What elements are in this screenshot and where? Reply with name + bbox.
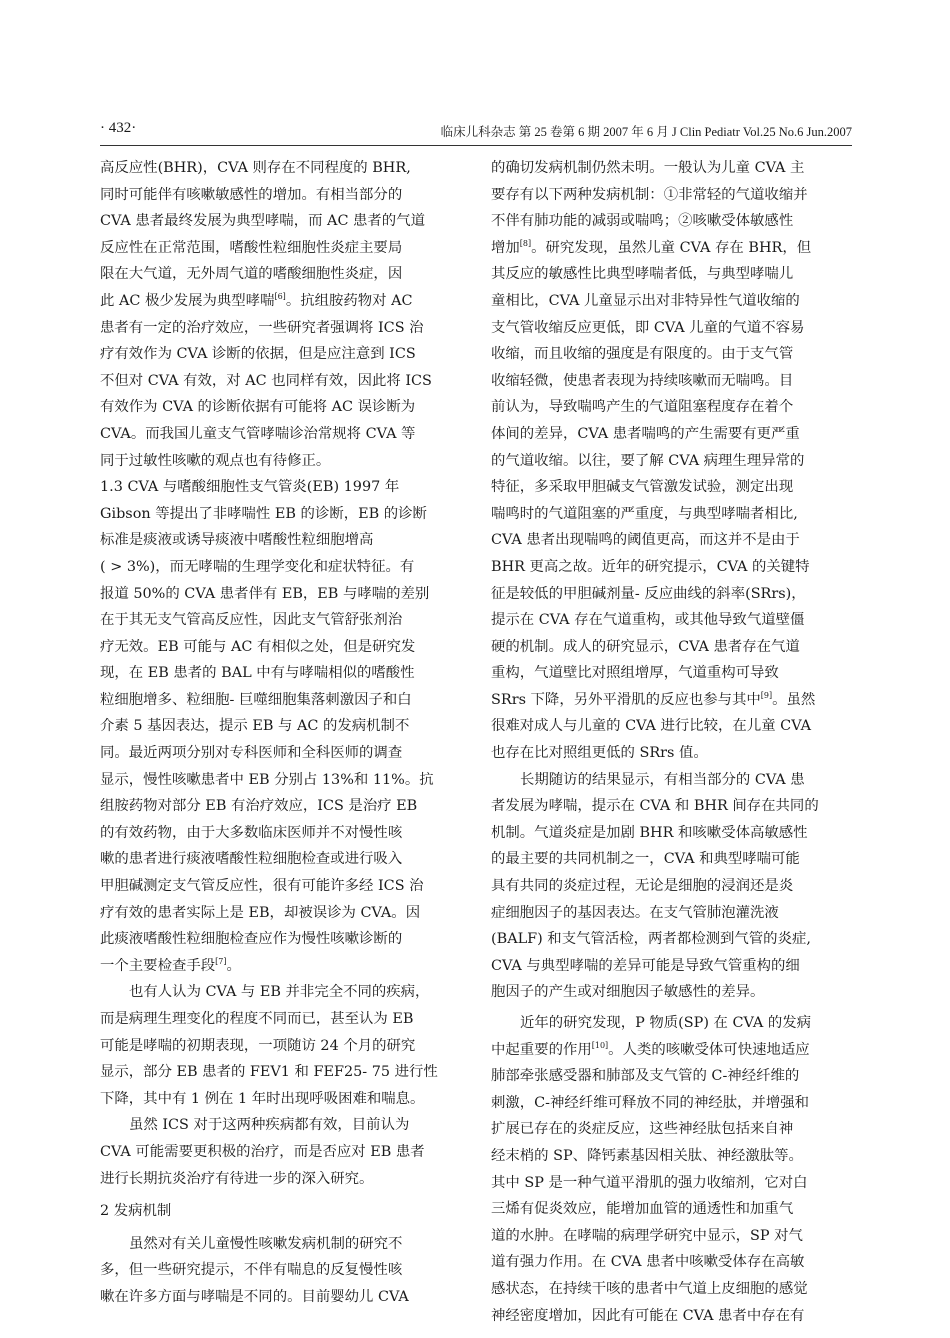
line-text: CVA 患者最终发展为典型哮喘，而 AC 患者的气道	[100, 213, 425, 230]
line-text: Gibson 等提出了非哮喘性 EB 的诊断，EB 的诊断	[100, 505, 427, 522]
line-text: 疗有效的患者实际上是 EB，却被误诊为 CVA。因	[100, 904, 421, 921]
line-text: 可能是哮喘的初期表现，一项随访 24 个月的研究	[100, 1037, 416, 1054]
line-text: 疗无效。EB 可能与 AC 有相似之处，但是研究发	[100, 638, 416, 655]
text-line	[491, 846, 851, 873]
text-line	[100, 155, 460, 182]
text-line	[491, 900, 851, 927]
citation-ref: [9]	[760, 691, 773, 701]
line-text: 限在大气道，无外周气道的嗜酸细胞性炎症，因	[100, 266, 403, 283]
line-text: CVA 可能需要更积极的治疗，而是否应对 EB 患者	[100, 1143, 425, 1160]
line-text: 同。最近两项分别对专科医师和全科医师的调查	[100, 745, 403, 762]
text-line	[100, 501, 460, 528]
line-text: 提示在 CVA 存在气道重构，或其他导致气道壁僵	[491, 612, 805, 629]
text-line	[100, 979, 460, 1006]
text-line	[491, 634, 851, 661]
text-line	[491, 1303, 851, 1330]
text-line	[100, 394, 460, 421]
text-line	[491, 448, 851, 475]
text-line	[100, 182, 460, 209]
text-line	[491, 155, 851, 182]
line-text: ( > 3%)，而无哮喘的生理学变化和症状特征。有	[100, 558, 415, 575]
line-text: 支气管收缩反应更低，即 CVA 儿童的气道不容易	[491, 319, 805, 336]
line-text: 甲胆碱测定支气管反应性，很有可能许多经 ICS 治	[100, 878, 424, 895]
text-line	[100, 474, 460, 501]
line-text: 同于过敏性咳嗽的观点也有待修正。	[100, 452, 331, 469]
line-text: SRrs 下降，另外平滑肌的反应也参与其中	[491, 691, 761, 708]
text-line	[100, 235, 460, 262]
line-text: 三烯有促炎效应，能增加血管的通透性和加重气	[491, 1201, 794, 1218]
line-text: 此痰液嗜酸性粒细胞检查应作为慢性咳嗽诊断的	[100, 931, 403, 948]
line-text: 具有共同的炎症过程，无论是细胞的浸润还是炎	[491, 878, 794, 895]
line-text: 刺激，C-神经纤维可释放不同的神经肽，并增强和	[491, 1094, 810, 1111]
text-line	[491, 607, 851, 634]
line-text: 征是较低的甲胆碱剂量- 反应曲线的斜率(SRrs)，	[491, 585, 806, 602]
header-rule	[100, 145, 852, 146]
text-line	[491, 1143, 851, 1170]
line-text: 虽然 ICS 对于这两种疾病都有效，目前认为	[129, 1117, 410, 1134]
line-text: 疗有效作为 CVA 诊断的依据，但是应注意到 ICS	[100, 346, 416, 363]
journal-citation: 临床儿科杂志 第 25 卷第 6 期 2007 年 6 月 J Clin Pediatr Vol.25 No.6 Jun.2007	[440, 125, 852, 139]
line-text: 介素 5 基因表达，提示 EB 与 AC 的发病机制不	[100, 718, 410, 735]
citation-ref: [10]	[591, 1040, 609, 1050]
line-text: (BALF) 和支气管活检，两者都检测到气管的炎症,	[491, 931, 811, 948]
text-line	[100, 767, 460, 794]
text-line	[100, 713, 460, 740]
text-line	[100, 1257, 460, 1284]
text-line	[491, 1249, 851, 1276]
text-line	[491, 581, 851, 608]
text-line	[491, 713, 851, 740]
text-line	[491, 261, 851, 288]
text-line	[491, 554, 851, 581]
line-text: 标准是痰液或诱导痰液中嗜酸性粒细胞增高	[100, 532, 374, 549]
line-text: 不但对 CVA 有效，对 AC 也同样有效，因此将 ICS	[100, 372, 432, 389]
line-text: 反应性在正常范围，嗜酸性粒细胞性炎症主要局	[100, 239, 403, 256]
right-column	[491, 155, 851, 1329]
line-text: 扩展已存在的炎症反应，这些神经肽包括来自神	[491, 1121, 794, 1138]
text-line	[491, 501, 851, 528]
line-text: 下降，其中有 1 例在 1 年时出现呼吸困难和喘息。	[100, 1090, 425, 1107]
text-line	[100, 687, 460, 714]
line-text-tail: 。抗组胺药物对 AC	[285, 292, 413, 309]
citation-ref: [6]	[274, 292, 286, 302]
line-text: 一个主要检查手段	[100, 957, 216, 974]
text-line	[491, 953, 851, 980]
text-line	[491, 926, 851, 953]
text-line	[100, 368, 460, 395]
line-text: 很难对成人与儿童的 CVA 进行比较，在儿童 CVA	[491, 718, 812, 735]
text-line	[100, 315, 460, 342]
line-text: 报道 50%的 CVA 患者伴有 EB，EB 与哮喘的差别	[100, 585, 430, 602]
text-line	[491, 820, 851, 847]
text-line	[100, 341, 460, 368]
text-line	[491, 660, 851, 687]
line-text: 其反应的敏感性比典型哮喘者低，与典型哮喘儿	[491, 266, 794, 283]
text-line	[491, 873, 851, 900]
line-text-tail: 。	[226, 957, 241, 974]
line-text: 特征，多采取甲胆碱支气管激发试验，测定出现	[491, 479, 794, 496]
text-line	[100, 900, 460, 927]
line-text: 也有人认为 CVA 与 EB 并非完全不同的疾病，	[129, 984, 430, 1001]
section-heading	[100, 1198, 460, 1225]
text-line	[491, 979, 851, 1006]
text-line	[100, 953, 460, 980]
line-text: 2 发病机制	[100, 1203, 172, 1220]
line-text: 1.3 CVA 与嗜酸细胞性支气管炎(EB) 1997 年	[100, 479, 400, 496]
line-text: 多，但一些研究提示，不伴有喘息的反复慢性咳	[100, 1262, 403, 1279]
text-line	[100, 1006, 460, 1033]
line-text: 此 AC 极少发展为典型哮喘	[100, 292, 275, 309]
text-line	[491, 767, 851, 794]
text-line	[100, 554, 460, 581]
text-line	[491, 208, 851, 235]
text-line	[100, 1086, 460, 1113]
line-text: 要存有以下两种发病机制：①非常轻的气道收缩并	[491, 186, 808, 203]
line-text: 有效作为 CVA 的诊断依据有可能将 AC 误诊断为	[100, 399, 416, 416]
line-text: 的确切发病机制仍然未明。一般认为儿童 CVA 主	[491, 160, 805, 176]
line-text: 近年的研究发现，P 物质(SP) 在 CVA 的发病	[520, 1015, 812, 1031]
text-line	[491, 1116, 851, 1143]
text-line	[100, 1139, 460, 1166]
text-line	[491, 341, 851, 368]
line-text: 增加	[491, 239, 520, 256]
line-text-tail: 。研究发现，虽然儿童 CVA 存在 BHR，但	[531, 239, 812, 256]
line-text: 高反应性(BHR)，CVA 则存在不同程度的 BHR,	[100, 160, 411, 176]
line-text: 不伴有肺功能的减弱或喘鸣；②咳嗽受体敏感性	[491, 213, 794, 230]
line-text: 重构，气道壁比对照组增厚，气道重构可导致	[491, 665, 779, 682]
text-line	[491, 1037, 851, 1064]
line-text: 收缩，而且收缩的强度是有限度的。由于支气管	[491, 346, 794, 363]
text-line	[491, 1196, 851, 1223]
text-line	[100, 926, 460, 953]
text-line	[100, 1231, 460, 1258]
text-line	[491, 421, 851, 448]
text-line	[491, 1223, 851, 1250]
text-line	[100, 846, 460, 873]
citation-ref: [7]	[215, 957, 227, 967]
text-line	[100, 1284, 460, 1311]
text-line	[100, 607, 460, 634]
line-text: 前认为，导致喘鸣产生的气道阻塞程度存在着个	[491, 399, 794, 416]
line-text: 机制。气道炎症是加剧 BHR 和咳嗽受体高敏感性	[491, 824, 808, 841]
line-text: 者发展为哮喘，提示在 CVA 和 BHR 间存在共同的	[491, 798, 819, 815]
line-text: 也存在比对照组更低的 SRrs 值。	[491, 745, 708, 762]
text-line	[100, 288, 460, 315]
text-line	[100, 421, 460, 448]
text-line	[100, 740, 460, 767]
text-line	[100, 634, 460, 661]
line-text: 喘鸣时的气道阻塞的严重度，与典型哮喘者相比,	[491, 505, 798, 522]
line-text: 的有效药物，由于大多数临床医师并不对慢性咳	[100, 824, 403, 841]
page-number: · 432·	[100, 120, 137, 136]
text-line	[491, 1010, 851, 1037]
text-line	[491, 740, 851, 767]
text-line	[491, 1170, 851, 1197]
line-text: 感状态，在持续干咳的患者中气道上皮细胞的感觉	[491, 1280, 808, 1297]
text-line	[100, 1059, 460, 1086]
text-line	[100, 261, 460, 288]
line-text: 肺部牵张感受器和肺部及支气管的 C-神经纤维的	[491, 1068, 800, 1085]
text-line	[100, 660, 460, 687]
line-text: 的气道收缩。以往，要了解 CVA 病理生理异常的	[491, 452, 805, 469]
text-line	[100, 581, 460, 608]
text-line	[100, 793, 460, 820]
line-text: 粒细胞增多、粒细胞- 巨噬细胞集落刺激因子和白	[100, 691, 412, 708]
text-line	[491, 1276, 851, 1303]
text-line	[100, 1166, 460, 1193]
line-text: 经末梢的 SP、降钙素基因相关肽、神经激肽等。	[491, 1147, 803, 1164]
text-line	[491, 182, 851, 209]
line-text: 童相比，CVA 儿童显示出对非特异性气道收缩的	[491, 292, 800, 309]
text-line	[100, 1033, 460, 1060]
text-line	[491, 315, 851, 342]
line-text: 中起重要的作用	[491, 1041, 592, 1058]
text-line	[491, 1063, 851, 1090]
line-text: CVA 与典型哮喘的差异可能是导致气管重构的细	[491, 957, 800, 974]
line-text: 组胺药物对部分 EB 有治疗效应，ICS 是治疗 EB	[100, 798, 418, 815]
text-line	[100, 448, 460, 475]
line-text: 神经密度增加，因此有可能在 CVA 患者中存在有	[491, 1307, 805, 1324]
line-text: 收缩轻微，使患者表现为持续咳嗽而无喘鸣。目	[491, 372, 794, 389]
line-text: 道的水肿。在哮喘的病理学研究中显示，SP 对气	[491, 1227, 803, 1244]
line-text-tail: 。人类的咳嗽受体可快速地适应	[608, 1041, 810, 1058]
line-text: CVA 患者出现喘鸣的阈值更高，而这并不是由于	[491, 532, 800, 549]
line-text: 长期随访的结果显示，有相当部分的 CVA 患	[520, 771, 805, 788]
line-text: 道有强力作用。在 CVA 患者中咳嗽受体存在高敏	[491, 1254, 805, 1271]
text-line	[491, 474, 851, 501]
citation-ref: [8]	[519, 238, 532, 248]
text-line	[100, 208, 460, 235]
text-line	[100, 1112, 460, 1139]
page-header	[100, 118, 852, 144]
line-text: 进行长期抗炎治疗有待进一步的深入研究。	[100, 1170, 374, 1187]
left-column	[100, 155, 460, 1311]
line-text: 同时可能伴有咳嗽敏感性的增加。有相当部分的	[100, 186, 403, 203]
line-text: 患者有一定的治疗效应，一些研究者强调将 ICS 治	[100, 319, 424, 336]
line-text: 的最主要的共同机制之一，CVA 和典型哮喘可能	[491, 851, 800, 868]
line-text: 症细胞因子的基因表达。在支气管肺泡灌洗液	[491, 904, 779, 921]
line-text: CVA。而我国儿童支气管哮喘诊治常规将 CVA 等	[100, 425, 416, 442]
text-line	[491, 368, 851, 395]
line-text: 显示，慢性咳嗽患者中 EB 分别占 13%和 11%。抗	[100, 771, 434, 788]
line-text: 现，在 EB 患者的 BAL 中有与哮喘相似的嗜酸性	[100, 665, 415, 682]
line-text: 嗽在许多方面与哮喘是不同的。目前婴幼儿 CVA	[100, 1288, 409, 1305]
line-text: 显示，部分 EB 患者的 FEV1 和 FEF25- 75 进行性	[100, 1064, 438, 1081]
line-text-tail: 。虽然	[772, 691, 816, 708]
line-text: 虽然对有关儿童慢性咳嗽发病机制的研究不	[129, 1235, 403, 1252]
text-line	[491, 288, 851, 315]
text-line	[100, 820, 460, 847]
text-line	[491, 527, 851, 554]
text-line	[100, 873, 460, 900]
line-text: 硬的机制。成人的研究显示，CVA 患者存在气道	[491, 638, 800, 655]
text-line	[491, 687, 851, 714]
text-line	[491, 394, 851, 421]
line-text: 而是病理生理变化的程度不同而已，甚至认为 EB	[100, 1011, 414, 1027]
line-text: 体间的差异，CVA 患者喘鸣的产生需要有更严重	[491, 425, 800, 442]
line-text: 在于其无支气管高反应性，因此支气管舒张剂治	[100, 612, 403, 629]
line-text: 嗽的患者进行痰液嗜酸性粒细胞检查或进行吸入	[100, 851, 403, 868]
text-line	[100, 527, 460, 554]
line-text: 其中 SP 是一种气道平滑肌的强力收缩剂，它对白	[491, 1174, 808, 1191]
text-line	[491, 1090, 851, 1117]
line-text: BHR 更高之故。近年的研究提示，CVA 的关键特	[491, 558, 810, 575]
text-line	[491, 235, 851, 262]
text-line	[491, 793, 851, 820]
line-text: 胞因子的产生或对细胞因子敏感性的差异。	[491, 984, 765, 1001]
